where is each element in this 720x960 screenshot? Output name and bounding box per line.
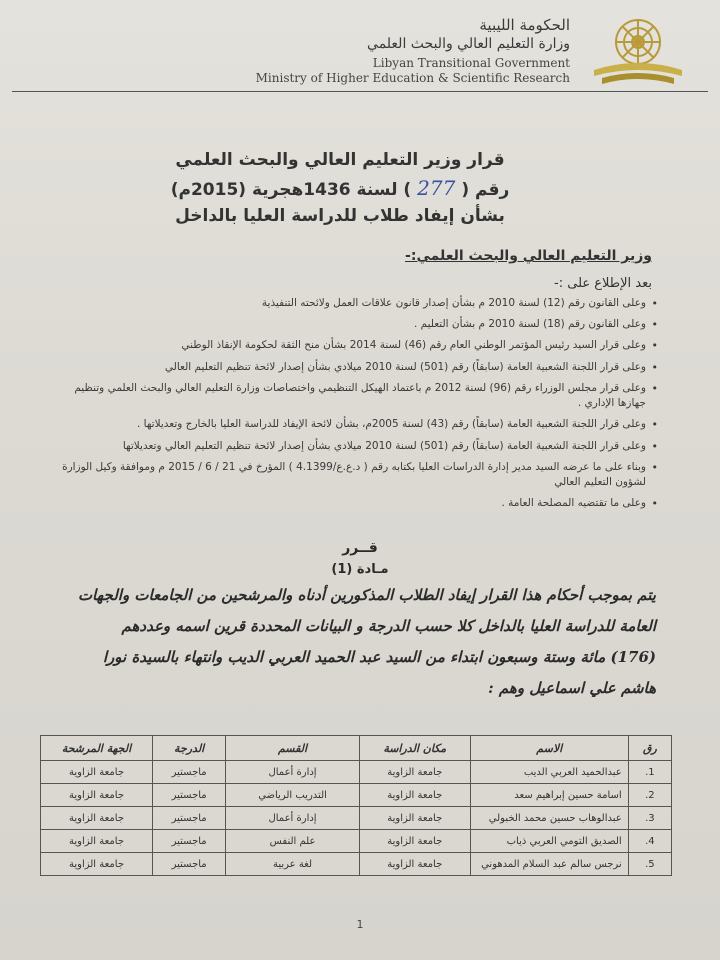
cell-number: 1. (628, 761, 671, 784)
students-table (40, 735, 672, 876)
preamble-item: • وعلى القانون رقم (18) لسنة 2010 م بشأن التعليم . (58, 317, 658, 332)
cell-department: إدارة أعمال (226, 761, 359, 784)
cell-study-place: جامعة الزاوية (359, 830, 470, 853)
decree-number-prefix: رقم ( (461, 180, 510, 200)
preamble-item: • وعلى القانون رقم (12) لسنة 2010 م بشأن إصدار قانون علاقات العمل ولائحته التنفيذية (58, 296, 658, 311)
header-nominating-body: الجهة المرشحة (41, 736, 153, 761)
cell-department: إدارة أعمال (226, 807, 359, 830)
article-body: يتم بموجب أحكام هذا القرار إيفاد الطلاب المذكورين أدناه والمرشحين من الجامعات والجهات العامة للدراسة العليا بالداخل كلا حسب الدرجة و البيانات المحددة قرين اسمه وعددهم (176) مائة وستة وسبعون ابتداء من السيد عبد الحميد العربي الديب وانتهاء بالسيدة نورا هاشم علي اسماعيل وهم : (77, 586, 656, 697)
header-number: رق (628, 736, 671, 761)
cell-degree: ماجستير (153, 807, 226, 830)
decree-number-suffix: ) لسنة 1436هجرية (2015م) (170, 180, 412, 200)
cell-degree: ماجستير (153, 830, 226, 853)
header-study-place: مكان الدراسة (359, 736, 470, 761)
table-row (41, 853, 672, 876)
cell-nominating-body: جامعة الزاوية (41, 784, 153, 807)
preamble-item: • وعلى قرار السيد رئيس المؤتمر الوطني العام رقم (46) لسنة 2014 بشأن منح الثقة لحكومة الإنقاذ الوطني (58, 338, 658, 353)
table-row (41, 807, 672, 830)
cell-study-place: جامعة الزاوية (359, 784, 470, 807)
cell-study-place: جامعة الزاوية (359, 761, 470, 784)
after-review-label: بعد الإطلاع على :- (554, 276, 652, 291)
ministry-logo-icon (588, 12, 688, 96)
cell-degree: ماجستير (153, 784, 226, 807)
preamble-item: • وعلى قرار مجلس الوزراء رقم (96) لسنة 2012 م باعتماد الهيكل التنظيمي واختصاصات وزارة التعليم العالي والبحث العلمي وتنظيم جهازها الإداري . (58, 381, 658, 411)
decree-number-handwritten: 277 (417, 176, 456, 200)
ministry-name-en: Ministry of Higher Education & Scientific Research (255, 71, 570, 85)
table-row (41, 761, 672, 784)
table-header-row (41, 736, 672, 761)
cell-number: 2. (628, 784, 671, 807)
cell-name: نرجس سالم عبد السلام المدهوني (470, 853, 628, 876)
letterhead (0, 6, 720, 102)
header-divider (12, 91, 708, 92)
government-name-en: Libyan Transitional Government (372, 56, 570, 70)
page-number: 1 (356, 918, 364, 931)
article-heading: مـادة (1) (331, 562, 389, 577)
preamble-item: • وعلى قرار اللجنة الشعبية العامة (سابقاً) رقم (501) لسنة 2010 ميلادي بشأن إصدار لائحة تنظيم التعليم العالي (58, 360, 658, 375)
cell-nominating-body: جامعة الزاوية (41, 761, 153, 784)
table-row (41, 830, 672, 853)
cell-department: لغة عربية (226, 853, 359, 876)
cell-nominating-body: جامعة الزاوية (41, 807, 153, 830)
cell-name: الصديق التومي العربي ذياب (470, 830, 628, 853)
cell-study-place: جامعة الزاوية (359, 853, 470, 876)
preamble-item: • وعلى ما تقتضيه المصلحة العامة . (58, 496, 658, 511)
decree-number-line (150, 176, 530, 200)
decree-title (150, 150, 530, 226)
cell-name: عبدالوهاب حسين محمد الخبولي (470, 807, 628, 830)
preamble-item: • وعلى قرار اللجنة الشعبية العامة (سابقاً) رقم (43) لسنة 2005م، بشأن لائحة الإيفاد للدراسة العليا بالخارج وتعديلاتها . (58, 417, 658, 432)
cell-number: 4. (628, 830, 671, 853)
header-name: الاسم (470, 736, 628, 761)
ministry-name-ar: وزارة التعليم العالي والبحث العلمي (367, 36, 570, 52)
decree-subject: بشأن إيفاد طلاب للدراسة العليا بالداخل (175, 206, 505, 226)
cell-study-place: جامعة الزاوية (359, 807, 470, 830)
decision-heading: قــرر (342, 540, 378, 556)
cell-degree: ماجستير (153, 853, 226, 876)
cell-nominating-body: جامعة الزاوية (41, 830, 153, 853)
header-degree: الدرجة (153, 736, 226, 761)
cell-department: علم النفس (226, 830, 359, 853)
header-department: القسم (226, 736, 359, 761)
decree-title-line1: قرار وزير التعليم العالي والبحث العلمي (175, 150, 505, 170)
preamble-list (58, 296, 658, 517)
cell-name: عبدالحميد العربي الديب (470, 761, 628, 784)
preamble-item: • وعلى قرار اللجنة الشعبية العامة (سابقاً) رقم (501) لسنة 2010 ميلادي بشأن إصدار لائحة تنظيم التعليم العالي وتعديلاتها (58, 439, 658, 454)
minister-heading: وزير التعليم العالي والبحث العلمي:- (405, 248, 652, 264)
cell-number: 3. (628, 807, 671, 830)
preamble-item: • وبناء على ما عرضه السيد مدير إدارة الدراسات العليا بكتابه رقم ( د.ع.ع/4.1399 ) المؤرخ في 21 / 6 / 2015 م وموافقة وكيل الوزارة لشؤون التعليم العالي (58, 460, 658, 490)
table-row (41, 784, 672, 807)
cell-degree: ماجستير (153, 761, 226, 784)
cell-name: اسامة حسين إبراهيم سعد (470, 784, 628, 807)
cell-number: 5. (628, 853, 671, 876)
cell-nominating-body: جامعة الزاوية (41, 853, 153, 876)
government-name-ar: الحكومة الليبية (479, 16, 570, 34)
cell-department: التدريب الرياضي (226, 784, 359, 807)
